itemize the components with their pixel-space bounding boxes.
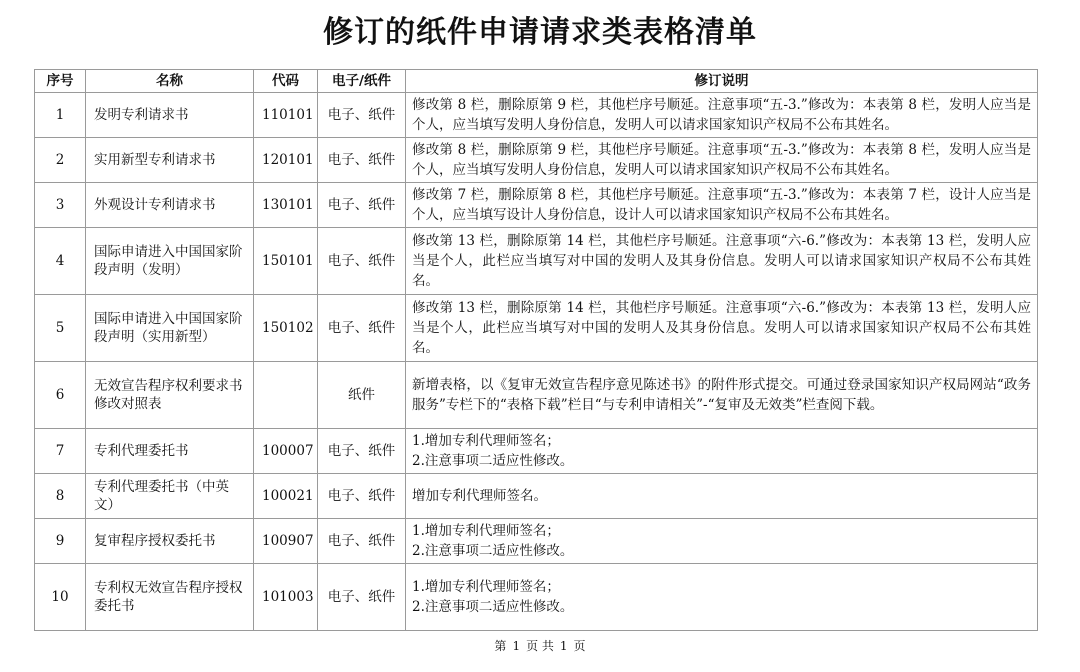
form-name: 国际申请进入中国国家阶段声明（实用新型） (86, 295, 254, 362)
revision-note: 修改第 8 栏，删除原第 9 栏，其他栏序号顺延。注意事项“五-3.”修改为：本表第 8 栏，发明人应当是个人，应当填写发明人身份信息，发明人可以请求国家知识产权局不公布其姓名。 (406, 93, 1038, 138)
header-note: 修订说明 (406, 70, 1038, 93)
form-code: 110101 (254, 93, 318, 138)
form-type: 电子、纸件 (318, 183, 406, 228)
header-no: 序号 (35, 70, 86, 93)
form-name: 复审程序授权委托书 (86, 519, 254, 564)
revision-note: 修改第 7 栏，删除原第 8 栏，其他栏序号顺延。注意事项“五-3.”修改为：本表第 7 栏，设计人应当是个人，应当填写设计人身份信息，设计人可以请求国家知识产权局不公布其姓名。 (406, 183, 1038, 228)
form-name: 国际申请进入中国国家阶段声明（发明） (86, 228, 254, 295)
form-code: 101003 (254, 564, 318, 631)
form-name: 外观设计专利请求书 (86, 183, 254, 228)
revision-note: 1.增加专利代理师签名； 2.注意事项二适应性修改。 (406, 564, 1038, 631)
table-row (35, 519, 1038, 564)
form-list-table (34, 69, 1038, 631)
footer-prefix: 第 (494, 639, 507, 653)
form-type: 电子、纸件 (318, 564, 406, 631)
table-header-row (35, 70, 1038, 93)
revision-note: 增加专利代理师签名。 (406, 474, 1038, 519)
form-code (254, 362, 318, 429)
row-number: 5 (35, 295, 86, 362)
revision-note: 1.增加专利代理师签名； 2.注意事项二适应性修改。 (406, 429, 1038, 474)
table-row (35, 228, 1038, 295)
row-number: 7 (35, 429, 86, 474)
row-number: 3 (35, 183, 86, 228)
footer-total-pages: 1 (559, 639, 568, 653)
table-row (35, 474, 1038, 519)
form-code: 100007 (254, 429, 318, 474)
table-row (35, 564, 1038, 631)
form-code: 100907 (254, 519, 318, 564)
form-name: 专利代理委托书（中英文） (86, 474, 254, 519)
form-name: 专利权无效宣告程序授权委托书 (86, 564, 254, 631)
form-type: 纸件 (318, 362, 406, 429)
row-number: 4 (35, 228, 86, 295)
table-row (35, 429, 1038, 474)
header-code: 代码 (254, 70, 318, 93)
row-number: 8 (35, 474, 86, 519)
revision-note: 1.增加专利代理师签名； 2.注意事项二适应性修改。 (406, 519, 1038, 564)
form-type: 电子、纸件 (318, 93, 406, 138)
header-type: 电子/纸件 (318, 70, 406, 93)
row-number: 10 (35, 564, 86, 631)
table-row (35, 93, 1038, 138)
table-body (35, 93, 1038, 631)
form-code: 120101 (254, 138, 318, 183)
footer-current-page: 1 (512, 639, 521, 653)
revision-note: 修改第 13 栏，删除原第 14 栏，其他栏序号顺延。注意事项“六-6.”修改为：本表第 13 栏，发明人应当是个人，此栏应当填写对中国的发明人及其身份信息。发明人可以请求国家知识产权局不公布其姓名。 (406, 228, 1038, 295)
table-row (35, 295, 1038, 362)
form-code: 130101 (254, 183, 318, 228)
form-type: 电子、纸件 (318, 429, 406, 474)
form-name: 无效宣告程序权利要求书修改对照表 (86, 362, 254, 429)
table-row (35, 183, 1038, 228)
revision-note: 修改第 13 栏，删除原第 14 栏，其他栏序号顺延。注意事项“六-6.”修改为：本表第 13 栏，发明人应当是个人，此栏应当填写对中国的发明人及其身份信息。发明人可以请求国家知识产权局不公布其姓名。 (406, 295, 1038, 362)
form-code: 150101 (254, 228, 318, 295)
row-number: 1 (35, 93, 86, 138)
form-code: 100021 (254, 474, 318, 519)
form-type: 电子、纸件 (318, 519, 406, 564)
revision-note: 新增表格，以《复审无效宣告程序意见陈述书》的附件形式提交。可通过登录国家知识产权局网站“政务服务”专栏下的“表格下载”栏目“与专利申请相关”-“复审及无效类”栏查阅下载。 (406, 362, 1038, 429)
row-number: 2 (35, 138, 86, 183)
row-number: 9 (35, 519, 86, 564)
footer-suffix: 页 (573, 639, 586, 653)
row-number: 6 (35, 362, 86, 429)
form-code: 150102 (254, 295, 318, 362)
form-type: 电子、纸件 (318, 474, 406, 519)
form-type: 电子、纸件 (318, 228, 406, 295)
revision-note: 修改第 8 栏，删除原第 9 栏，其他栏序号顺延。注意事项“五-3.”修改为：本表第 8 栏，发明人应当是个人，应当填写发明人身份信息，发明人可以请求国家知识产权局不公布其姓名。 (406, 138, 1038, 183)
form-name: 专利代理委托书 (86, 429, 254, 474)
page-title: 修订的纸件申请请求类表格清单 (323, 15, 757, 50)
table-row (35, 138, 1038, 183)
header-name: 名称 (86, 70, 254, 93)
page-footer (0, 638, 1080, 654)
form-type: 电子、纸件 (318, 295, 406, 362)
form-type: 电子、纸件 (318, 138, 406, 183)
form-name: 发明专利请求书 (86, 93, 254, 138)
footer-mid: 页 共 (526, 639, 554, 653)
form-name: 实用新型专利请求书 (86, 138, 254, 183)
table-row (35, 362, 1038, 429)
